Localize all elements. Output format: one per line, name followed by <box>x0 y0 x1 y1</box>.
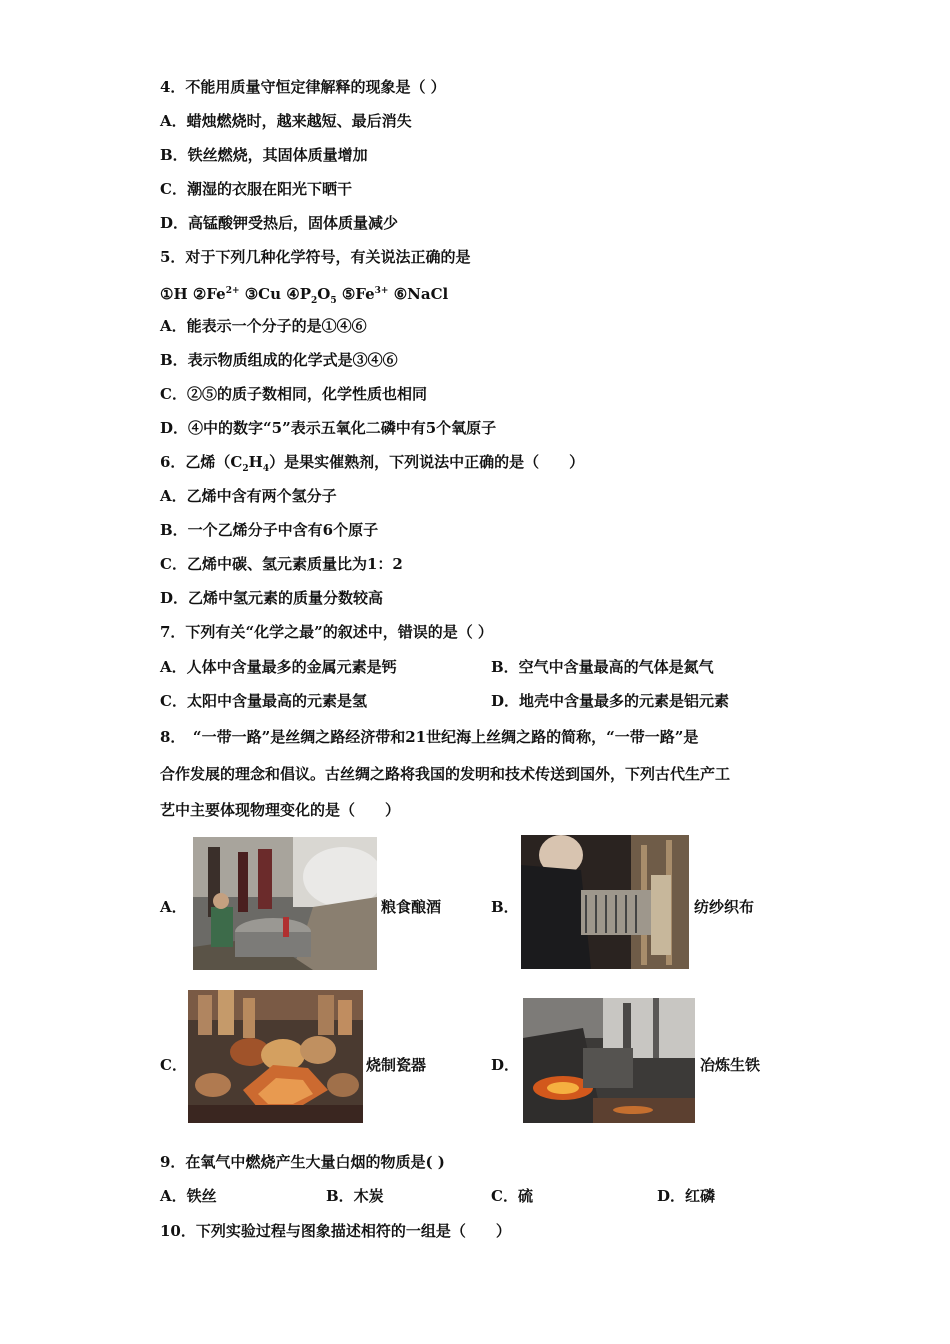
symbol-6: ⑥NaCl <box>393 285 449 303</box>
q9-option-c: C．硫 <box>491 1187 533 1205</box>
q8-option-c-caption: 烧制瓷器 <box>366 1056 427 1074</box>
q7-option-d: D．地壳中含量最多的元素是铝元素 <box>491 692 730 710</box>
q9-stem: 9．在氧气中燃烧产生大量白烟的物质是( ) <box>160 1153 445 1171</box>
q8-option-c-label: C． <box>160 1056 187 1074</box>
pottery-photo-icon <box>188 990 363 1123</box>
q6-option-b: B．一个乙烯分子中含有6个原子 <box>160 521 379 539</box>
smelting-photo-icon <box>523 998 695 1123</box>
q7-option-c: C．太阳中含量最高的元素是氢 <box>160 692 367 710</box>
q8-option-b-caption: 纺纱织布 <box>694 898 755 916</box>
q9-option-d: D．红磷 <box>657 1187 716 1205</box>
q5-option-d: D．④中的数字“5”表示五氧化二磷中有5个氧原子 <box>160 419 497 437</box>
q4-option-c: C．潮湿的衣服在阳光下晒干 <box>160 180 352 198</box>
symbol-3: ③Cu <box>244 285 282 303</box>
q8-option-d-caption: 冶炼生铁 <box>700 1056 761 1074</box>
q6-option-c: C．乙烯中碳、氢元素质量比为1：2 <box>160 555 403 573</box>
q9-option-a: A．铁丝 <box>160 1187 217 1205</box>
q5-stem: 5．对于下列几种化学符号，有关说法正确的是 <box>160 248 471 266</box>
q8-stem-line1: 8． “一带一路”是丝绸之路经济带和21世纪海上丝绸之路的简称，“一带一路”是 <box>160 728 699 746</box>
weaving-photo-icon <box>521 835 689 969</box>
q5-option-a: A．能表示一个分子的是①④⑥ <box>160 317 367 335</box>
symbol-2: $②Fe^{2+}$ <box>192 285 240 303</box>
q4-option-d: D．高锰酸钾受热后，固体质量减少 <box>160 214 399 232</box>
q7-option-b: B．空气中含量最高的气体是氮气 <box>491 658 714 676</box>
q4-option-b: B．铁丝燃烧，其固体质量增加 <box>160 146 368 164</box>
q7-stem: 7．下列有关“化学之最”的叙述中，错误的是（ ） <box>160 623 493 641</box>
q6-option-a: A．乙烯中含有两个氢分子 <box>160 487 337 505</box>
q8-option-a-caption: 粮食酿酒 <box>381 898 442 916</box>
q8-stem-line2: 合作发展的理念和倡议。古丝绸之路将我国的发明和技术传送到国外，下列古代生产工 <box>160 765 731 783</box>
q6-option-d: D．乙烯中氢元素的质量分数较高 <box>160 589 384 607</box>
q9-option-b: B．木炭 <box>326 1187 384 1205</box>
q5-option-c: C．②⑤的质子数相同，化学性质也相同 <box>160 385 427 403</box>
q8-stem-line3: 艺中主要体现物理变化的是（ ） <box>160 801 401 819</box>
brewing-photo-icon <box>193 837 377 970</box>
symbol-5: $⑤Fe^{3+}$ <box>341 285 389 303</box>
symbol-1: ①H <box>160 285 188 303</box>
q7-option-a: A．人体中含量最多的金属元素是钙 <box>160 658 397 676</box>
q10-stem: 10．下列实验过程与图象描述相符的一组是（ ） <box>160 1222 511 1240</box>
symbol-4: $④P_2O_5$ <box>286 285 337 306</box>
q8-option-d-label: D． <box>491 1056 520 1074</box>
q5-option-b: B．表示物质组成的化学式是③④⑥ <box>160 351 398 369</box>
q5-symbols <box>160 281 448 311</box>
q4-stem: 4．不能用质量守恒定律解释的现象是（ ） <box>160 78 446 96</box>
q8-option-a-label: A． <box>160 898 187 916</box>
q8-option-b-label: B． <box>491 898 519 916</box>
q4-option-a: A．蜡烛燃烧时，越来越短、最后消失 <box>160 112 412 130</box>
q6-stem: 6．乙烯$(C_2H_4)$是果实催熟剂，下列说法中正确的是（ ） <box>160 453 585 474</box>
